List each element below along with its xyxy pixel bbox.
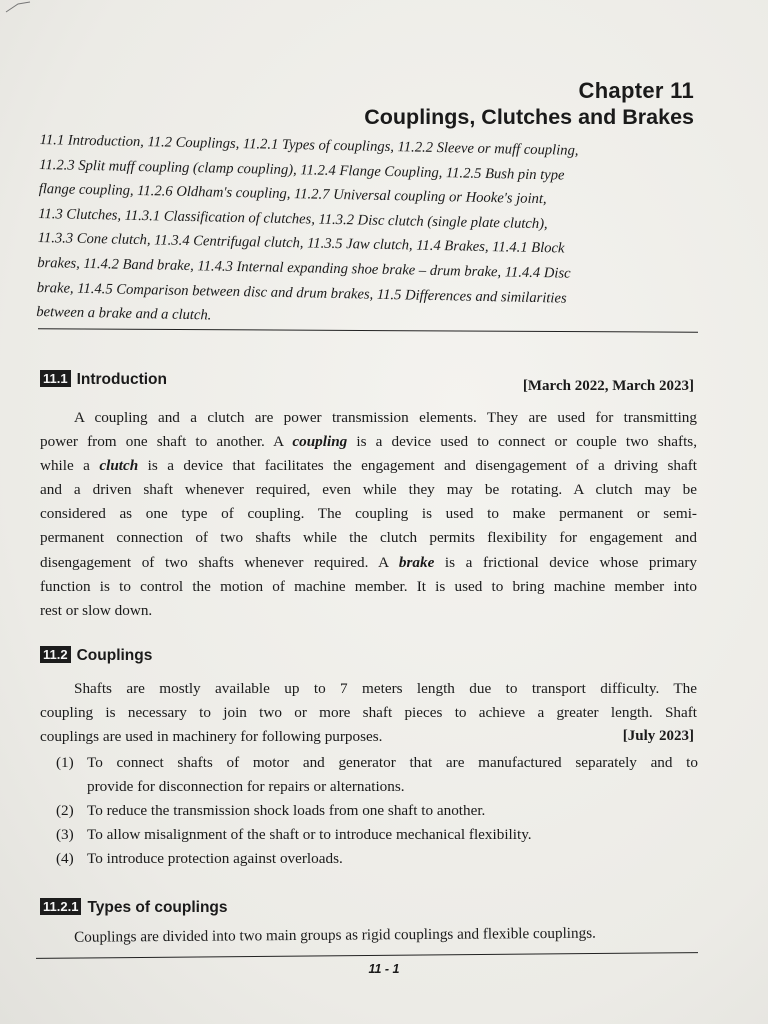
section-number-badge: 11.2 <box>40 646 71 663</box>
toc-line: 11.3.3 Cone clutch, 11.3.4 Centrifugal clutch, 11.3.5 Jaw clutch, 11.4 Brakes, 11.4.1 Block <box>37 230 565 257</box>
exam-dates: [July 2023] <box>622 728 694 744</box>
text-line: rest or slow down. <box>40 601 153 619</box>
text-line: couplings are used in machinery for following purposes. <box>40 728 383 746</box>
text-run: disengagement of two shafts whenever required. A <box>40 553 399 571</box>
section-title: Types of couplings <box>87 899 228 916</box>
chapter-number: Chapter 11 <box>578 78 694 103</box>
couplings-paragraph <box>40 677 697 749</box>
text-line: permanent connection of two shafts while the clutch permits flexibility for engagement and <box>40 529 697 547</box>
term-coupling: coupling <box>292 433 348 451</box>
list-item <box>56 799 698 823</box>
text-run: is a device that facilitates the engagement and disengagement of a driving shaft <box>138 457 697 475</box>
toc-line: 11.2.3 Split muff coupling (clamp coupling), 11.2.4 Flange Coupling, 11.2.5 Bush pin type <box>39 156 565 184</box>
toc-line: 11.1 Introduction, 11.2 Couplings, 11.2.1 Types of couplings, 11.2.2 Sleeve or muff coupling, <box>39 131 579 159</box>
list-item <box>56 751 698 799</box>
list-number: (3) <box>56 826 74 844</box>
list-text <box>87 751 698 799</box>
chapter-header <box>364 78 694 130</box>
text-line: A coupling and a clutch are power transmission elements. They are used for transmitting <box>74 409 697 426</box>
section-heading-introduction <box>40 370 167 389</box>
section-heading-types-of-couplings <box>40 898 228 917</box>
text-line: coupling is necessary to join two or more shaft pieces to achieve a greater length. Shaft <box>40 704 697 722</box>
list-text: To reduce the transmission shock loads from one shaft to another. <box>87 802 486 820</box>
text-line: considered as one type of coupling. The coupling is used to make permanent or semi- <box>40 505 697 523</box>
text-line <box>40 551 697 575</box>
text-line: To connect shafts of motor and generator that are manufactured separately and to <box>87 754 698 771</box>
text-run: is a frictional device whose primary <box>434 553 697 571</box>
text-run: power from one shaft to another. A <box>40 433 293 451</box>
text-line <box>40 430 697 454</box>
section-title: Introduction <box>76 371 167 388</box>
text-line: function is to control the motion of machine member. It is used to bring machine member into <box>40 577 697 595</box>
corner-scratch-mark <box>4 0 34 14</box>
list-number: (1) <box>56 754 74 771</box>
list-number: (4) <box>56 850 74 868</box>
text-run: is a device used to connect or couple two shafts, <box>347 433 697 451</box>
text-run: while a <box>40 457 100 475</box>
section-title: Couplings <box>76 647 153 664</box>
section-heading-couplings <box>40 646 152 665</box>
page-number: 11 - 1 <box>368 962 400 976</box>
toc-line: between a brake and a clutch. <box>36 304 212 324</box>
toc-line: brakes, 11.4.2 Band brake, 11.4.3 Internal expanding shoe brake – drum brake, 11.4.4 Disc <box>37 254 571 282</box>
list-text: To introduce protection against overloads. <box>87 850 343 868</box>
text-line: Shafts are mostly available up to 7 meters length due to transport difficulty. The <box>74 680 697 697</box>
list-item <box>56 823 698 847</box>
term-brake: brake <box>398 553 435 571</box>
text-line <box>40 454 697 478</box>
section-number-badge: 11.1 <box>40 370 71 387</box>
text-line: provide for disconnection for repairs or alternations. <box>87 778 405 796</box>
toc-line: 11.3 Clutches, 11.3.1 Classification of clutches, 11.3.2 Disc clutch (single plate clutch), <box>38 205 548 232</box>
text-line: and a driven shaft whenever required, even while they may be rotating. A clutch may be <box>40 481 697 499</box>
list-item <box>56 847 698 871</box>
chapter-title: Couplings, Clutches and Brakes <box>364 105 694 129</box>
text-line: Couplings are divided into two main groups as rigid couplings and flexible couplings. <box>74 924 596 946</box>
term-clutch: clutch <box>99 457 139 475</box>
purpose-list <box>56 751 698 871</box>
types-paragraph <box>40 921 697 950</box>
toc-line: brake, 11.4.5 Comparison between disc and drum brakes, 11.5 Differences and similarities <box>36 279 567 307</box>
list-text: To allow misalignment of the shaft or to introduce mechanical flexibility. <box>87 826 532 844</box>
chapter-contents <box>36 128 700 338</box>
exam-dates: [March 2022, March 2023] <box>522 378 694 394</box>
toc-line: flange coupling, 11.2.6 Oldham's coupling, 11.2.7 Universal coupling or Hooke's joint, <box>38 181 547 208</box>
introduction-paragraph <box>40 406 697 623</box>
section-number-badge: 11.2.1 <box>40 898 81 915</box>
footer-rule <box>36 952 698 959</box>
list-number: (2) <box>56 802 74 820</box>
